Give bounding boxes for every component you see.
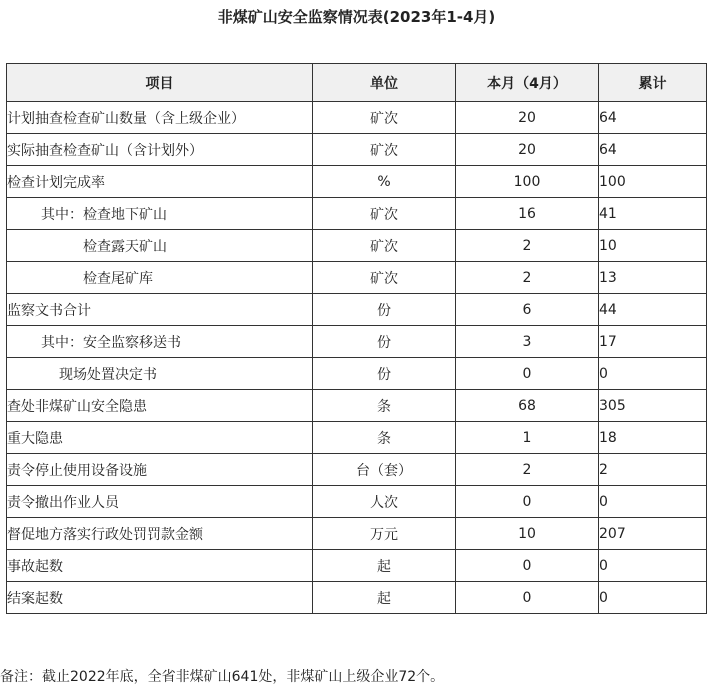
total-cell: 2 — [599, 454, 707, 486]
table-row — [7, 326, 707, 358]
month-cell: 10 — [456, 518, 599, 550]
month-cell: 16 — [456, 198, 599, 230]
unit-cell: 条 — [313, 422, 456, 454]
unit-cell: 万元 — [313, 518, 456, 550]
header-total: 累计 — [599, 64, 707, 102]
month-cell: 68 — [456, 390, 599, 422]
month-cell: 2 — [456, 230, 599, 262]
total-cell: 10 — [599, 230, 707, 262]
unit-cell: 份 — [313, 294, 456, 326]
item-cell: 其中：检查地下矿山 — [7, 198, 313, 230]
month-cell: 0 — [456, 582, 599, 614]
item-cell: 结案起数 — [7, 582, 313, 614]
total-cell: 0 — [599, 486, 707, 518]
table-row — [7, 294, 707, 326]
item-cell: 查处非煤矿山安全隐患 — [7, 390, 313, 422]
unit-cell: 份 — [313, 358, 456, 390]
table-row — [7, 422, 707, 454]
mine-safety-table — [6, 63, 707, 614]
table-body — [7, 102, 707, 614]
header-unit: 单位 — [313, 64, 456, 102]
item-cell: 检查计划完成率 — [7, 166, 313, 198]
total-cell: 13 — [599, 262, 707, 294]
month-cell: 2 — [456, 262, 599, 294]
unit-cell: 矿次 — [313, 102, 456, 134]
month-cell: 6 — [456, 294, 599, 326]
table-row — [7, 198, 707, 230]
table-row — [7, 166, 707, 198]
table-row — [7, 454, 707, 486]
total-cell: 64 — [599, 134, 707, 166]
table-row — [7, 262, 707, 294]
month-cell: 3 — [456, 326, 599, 358]
total-cell: 18 — [599, 422, 707, 454]
unit-cell: 台（套） — [313, 454, 456, 486]
item-cell: 检查尾矿库 — [7, 262, 313, 294]
month-cell: 20 — [456, 102, 599, 134]
total-cell: 17 — [599, 326, 707, 358]
page-title: 非煤矿山安全监察情况表(2023年1-4月) — [217, 8, 496, 26]
item-cell: 监察文书合计 — [7, 294, 313, 326]
table-header-row — [7, 64, 707, 102]
unit-cell: 矿次 — [313, 134, 456, 166]
item-cell: 事故起数 — [7, 550, 313, 582]
total-cell: 64 — [599, 102, 707, 134]
total-cell: 305 — [599, 390, 707, 422]
unit-cell: 矿次 — [313, 230, 456, 262]
footnote: 备注：截止2022年底，全省非煤矿山641处，非煤矿山上级企业72个。 — [0, 669, 445, 685]
total-cell: 44 — [599, 294, 707, 326]
month-cell: 100 — [456, 166, 599, 198]
unit-cell: % — [313, 166, 456, 198]
month-cell: 0 — [456, 358, 599, 390]
item-cell: 其中：安全监察移送书 — [7, 326, 313, 358]
table-row — [7, 358, 707, 390]
total-cell: 207 — [599, 518, 707, 550]
table-row — [7, 102, 707, 134]
item-cell: 检查露天矿山 — [7, 230, 313, 262]
header-month: 本月（4月） — [456, 64, 599, 102]
item-cell: 重大隐患 — [7, 422, 313, 454]
unit-cell: 份 — [313, 326, 456, 358]
unit-cell: 条 — [313, 390, 456, 422]
table-row — [7, 518, 707, 550]
month-cell: 20 — [456, 134, 599, 166]
total-cell: 0 — [599, 550, 707, 582]
table-row — [7, 230, 707, 262]
table-row — [7, 486, 707, 518]
header-item: 项目 — [7, 64, 313, 102]
item-cell: 现场处置决定书 — [7, 358, 313, 390]
table-row — [7, 550, 707, 582]
month-cell: 1 — [456, 422, 599, 454]
total-cell: 0 — [599, 582, 707, 614]
table-row — [7, 390, 707, 422]
unit-cell: 矿次 — [313, 262, 456, 294]
item-cell: 责令撤出作业人员 — [7, 486, 313, 518]
total-cell: 0 — [599, 358, 707, 390]
item-cell: 计划抽查检查矿山数量（含上级企业） — [7, 102, 313, 134]
unit-cell: 人次 — [313, 486, 456, 518]
unit-cell: 起 — [313, 550, 456, 582]
total-cell: 41 — [599, 198, 707, 230]
item-cell: 实际抽查检查矿山（含计划外） — [7, 134, 313, 166]
item-cell: 督促地方落实行政处罚罚款金额 — [7, 518, 313, 550]
unit-cell: 起 — [313, 582, 456, 614]
month-cell: 0 — [456, 550, 599, 582]
item-cell: 责令停止使用设备设施 — [7, 454, 313, 486]
unit-cell: 矿次 — [313, 198, 456, 230]
table-row — [7, 134, 707, 166]
month-cell: 2 — [456, 454, 599, 486]
month-cell: 0 — [456, 486, 599, 518]
total-cell: 100 — [599, 166, 707, 198]
table-row — [7, 582, 707, 614]
